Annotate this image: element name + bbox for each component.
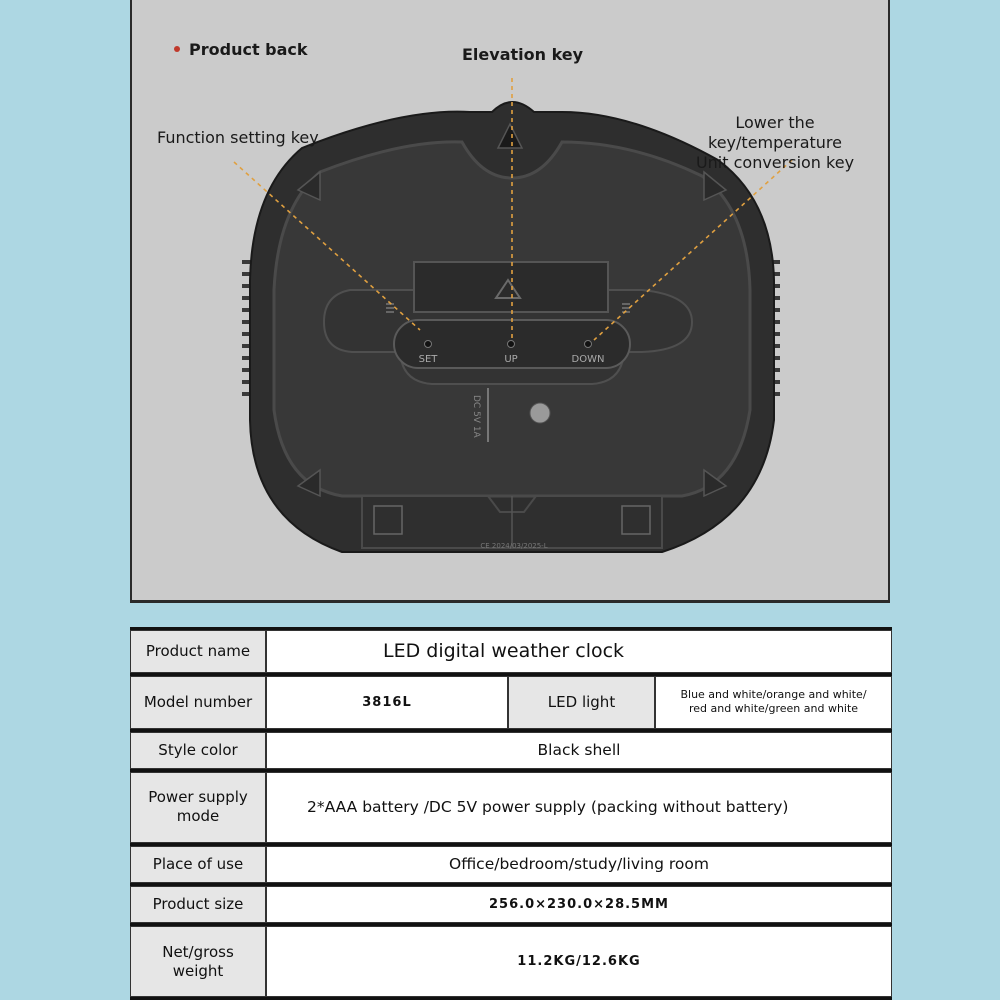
set-button-label: SET: [418, 354, 438, 365]
product-name-value: LED digital weather clock: [266, 630, 892, 673]
down-button-label: DOWN: [571, 354, 605, 365]
place-of-use-value: Office/bedroom/study/living room: [266, 846, 892, 883]
table-row: [130, 732, 892, 769]
product-back-photo: [130, 0, 890, 603]
weight-label: Net/gross weight: [130, 926, 266, 997]
table-row: [130, 926, 892, 997]
style-color-value: Black shell: [266, 732, 892, 769]
power-supply-label: Power supply mode: [130, 772, 266, 843]
table-row: [130, 886, 892, 923]
product-size-label: Product size: [130, 886, 266, 923]
power-supply-value: 2*AAA battery /DC 5V power supply (packing without battery): [266, 772, 892, 843]
product-back-title: Product back: [174, 40, 308, 60]
device-back-illustration: [132, 0, 890, 603]
elevation-key-label: Elevation key: [462, 45, 584, 64]
led-light-value: Blue and white/orange and white/ red and white/green and white: [655, 676, 892, 729]
lower-key-label: Lower the key/temperature Unit conversion key: [695, 113, 855, 172]
table-row: [130, 630, 892, 673]
place-of-use-label: Place of use: [130, 846, 266, 883]
function-setting-key-label: Function setting key: [157, 128, 319, 147]
model-number-value: 3816L: [266, 676, 508, 729]
dc-label: DC 5V 1A: [471, 395, 481, 438]
product-name-label: Product name: [130, 630, 266, 673]
spec-table: [130, 627, 892, 1000]
table-row: [130, 772, 892, 843]
bullet-dot-icon: [174, 46, 180, 52]
style-color-label: Style color: [130, 732, 266, 769]
model-number-label: Model number: [130, 676, 266, 729]
weight-value: 11.2KG/12.6KG: [266, 926, 892, 997]
product-size-value: 256.0×230.0×28.5MM: [266, 886, 892, 923]
regulatory-text: CE 2024/03/2025-L: [480, 542, 548, 550]
up-button-label: UP: [504, 354, 518, 365]
table-row: [130, 846, 892, 883]
led-light-label: LED light: [508, 676, 655, 729]
table-row: [130, 676, 892, 729]
